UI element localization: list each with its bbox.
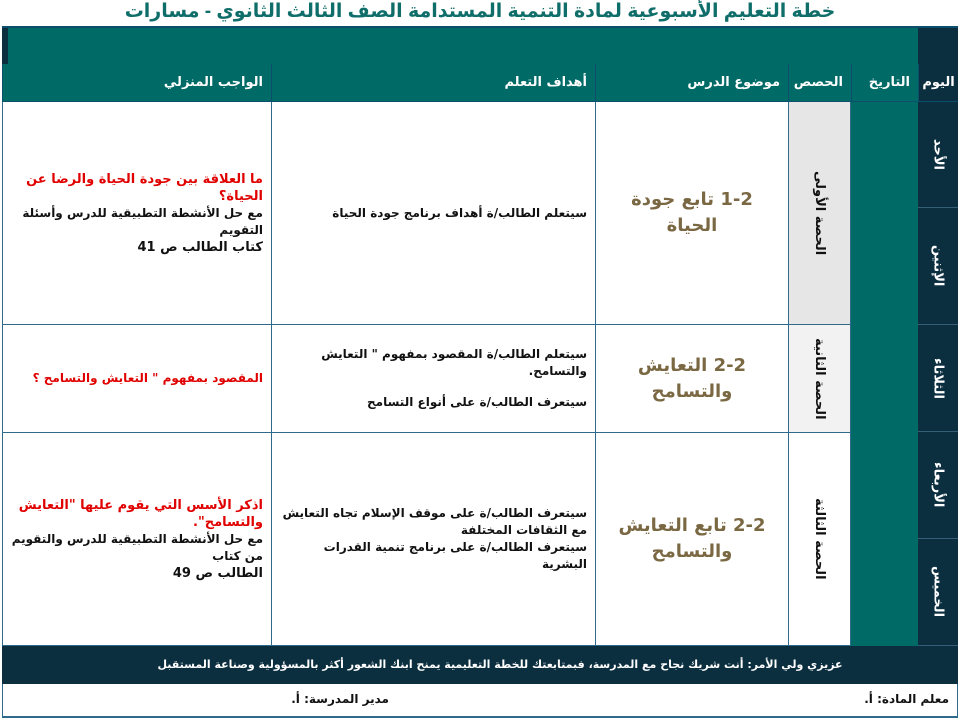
date-column bbox=[851, 102, 918, 646]
period-cell-1 bbox=[788, 102, 851, 325]
goals-cell-1 bbox=[271, 102, 595, 325]
goal-item: سيتعرف الطالب/ة على موقف الإسلام تجاه التعايش مع الثقافات المختلفة bbox=[282, 506, 587, 537]
page-title: خطة التعليم الأسبوعية لمادة التنمية المستدامة الصف الثالث الثانوي - مسارات bbox=[124, 1, 836, 22]
table-top-band bbox=[2, 26, 958, 64]
header-homework: الواجب المنزلي bbox=[2, 64, 271, 102]
band-right-cap bbox=[918, 28, 958, 64]
goal-item: سيتعلم الطالب/ة أهداف برنامج جودة الحياة bbox=[332, 205, 587, 220]
homework-line: مع حل الأنشطة التطبيقية للدرس والتقويم من كتاب bbox=[11, 531, 263, 563]
teacher-signature: معلم المادة: أ. bbox=[864, 692, 949, 706]
homework-cell-1 bbox=[2, 102, 271, 325]
homework-question: اذكر الأسس التي يقوم عليها "التعايش والتسامح". bbox=[18, 497, 263, 530]
topic-cell-2: 2-2 التعايش والتسامح bbox=[595, 325, 788, 433]
goal-spacer bbox=[280, 380, 587, 394]
header-goals: أهداف التعلم bbox=[271, 64, 595, 102]
homework-cell-2 bbox=[2, 325, 271, 433]
period-cell-3 bbox=[788, 433, 851, 646]
day-label: الأربعاء bbox=[930, 462, 946, 508]
homework-cell-3 bbox=[2, 433, 271, 646]
parent-message: عزيزي ولي الأمر: أنت شريك نجاح مع المدرسة، فبمتابعتك للخطة التعليمية يمنح ابنك الشعور أكثر بالمسؤولية وصناعة المستقبل bbox=[2, 646, 958, 684]
homework-line: مع حل الأنشطة التطبيقية للدرس وأسئلة التقويم bbox=[22, 205, 263, 237]
period-label: الحصة الثانية bbox=[812, 337, 827, 420]
goal-item: سيتعرف الطالب/ة على برنامج تنمية القدرات البشرية bbox=[323, 540, 587, 571]
signature-row bbox=[2, 684, 958, 718]
principal-signature: مدير المدرسة: أ. bbox=[291, 692, 389, 706]
header-date: التاريخ bbox=[851, 64, 918, 102]
period-label: الحصة الأولى bbox=[812, 170, 827, 256]
period-cell-2 bbox=[788, 325, 851, 433]
day-sunday bbox=[918, 102, 958, 208]
weekly-plan-table bbox=[0, 26, 960, 720]
day-label: الخميس bbox=[930, 566, 946, 618]
goals-cell-2 bbox=[271, 325, 595, 433]
day-tuesday bbox=[918, 325, 958, 432]
band-left-cap bbox=[2, 28, 8, 64]
goals-cell-3 bbox=[271, 433, 595, 646]
day-thursday bbox=[918, 539, 958, 646]
topic-cell-1: 1-2 تابع جودة الحياة bbox=[595, 102, 788, 325]
day-label: الأحد bbox=[930, 138, 946, 170]
period-label: الحصة الثالثة bbox=[812, 498, 827, 580]
header-periods: الحصص bbox=[788, 64, 851, 102]
day-wednesday bbox=[918, 432, 958, 539]
goal-item: سيتعرف الطالب/ة على أنواع التسامح bbox=[367, 395, 587, 409]
header-topic: موضوع الدرس bbox=[595, 64, 788, 102]
topic-cell-3: 2-2 تابع التعايش والتسامح bbox=[595, 433, 788, 646]
day-monday bbox=[918, 208, 958, 325]
homework-question: المقصود بمفهوم " التعايش والتسامح ؟ bbox=[32, 371, 263, 385]
homework-question: ما العلاقة بين جودة الحياة والرضا عن الحياة؟ bbox=[26, 171, 263, 204]
header-day: اليوم bbox=[918, 64, 958, 102]
goal-item: سيتعلم الطالب/ة المقصود بمفهوم " التعايش والتسامح. bbox=[321, 347, 587, 378]
day-label: الإثنين bbox=[930, 245, 946, 287]
day-label: الثلاثاء bbox=[930, 357, 946, 399]
homework-line: الطالب ص 49 bbox=[172, 565, 263, 581]
homework-line: كتاب الطالب ص 41 bbox=[137, 239, 263, 255]
